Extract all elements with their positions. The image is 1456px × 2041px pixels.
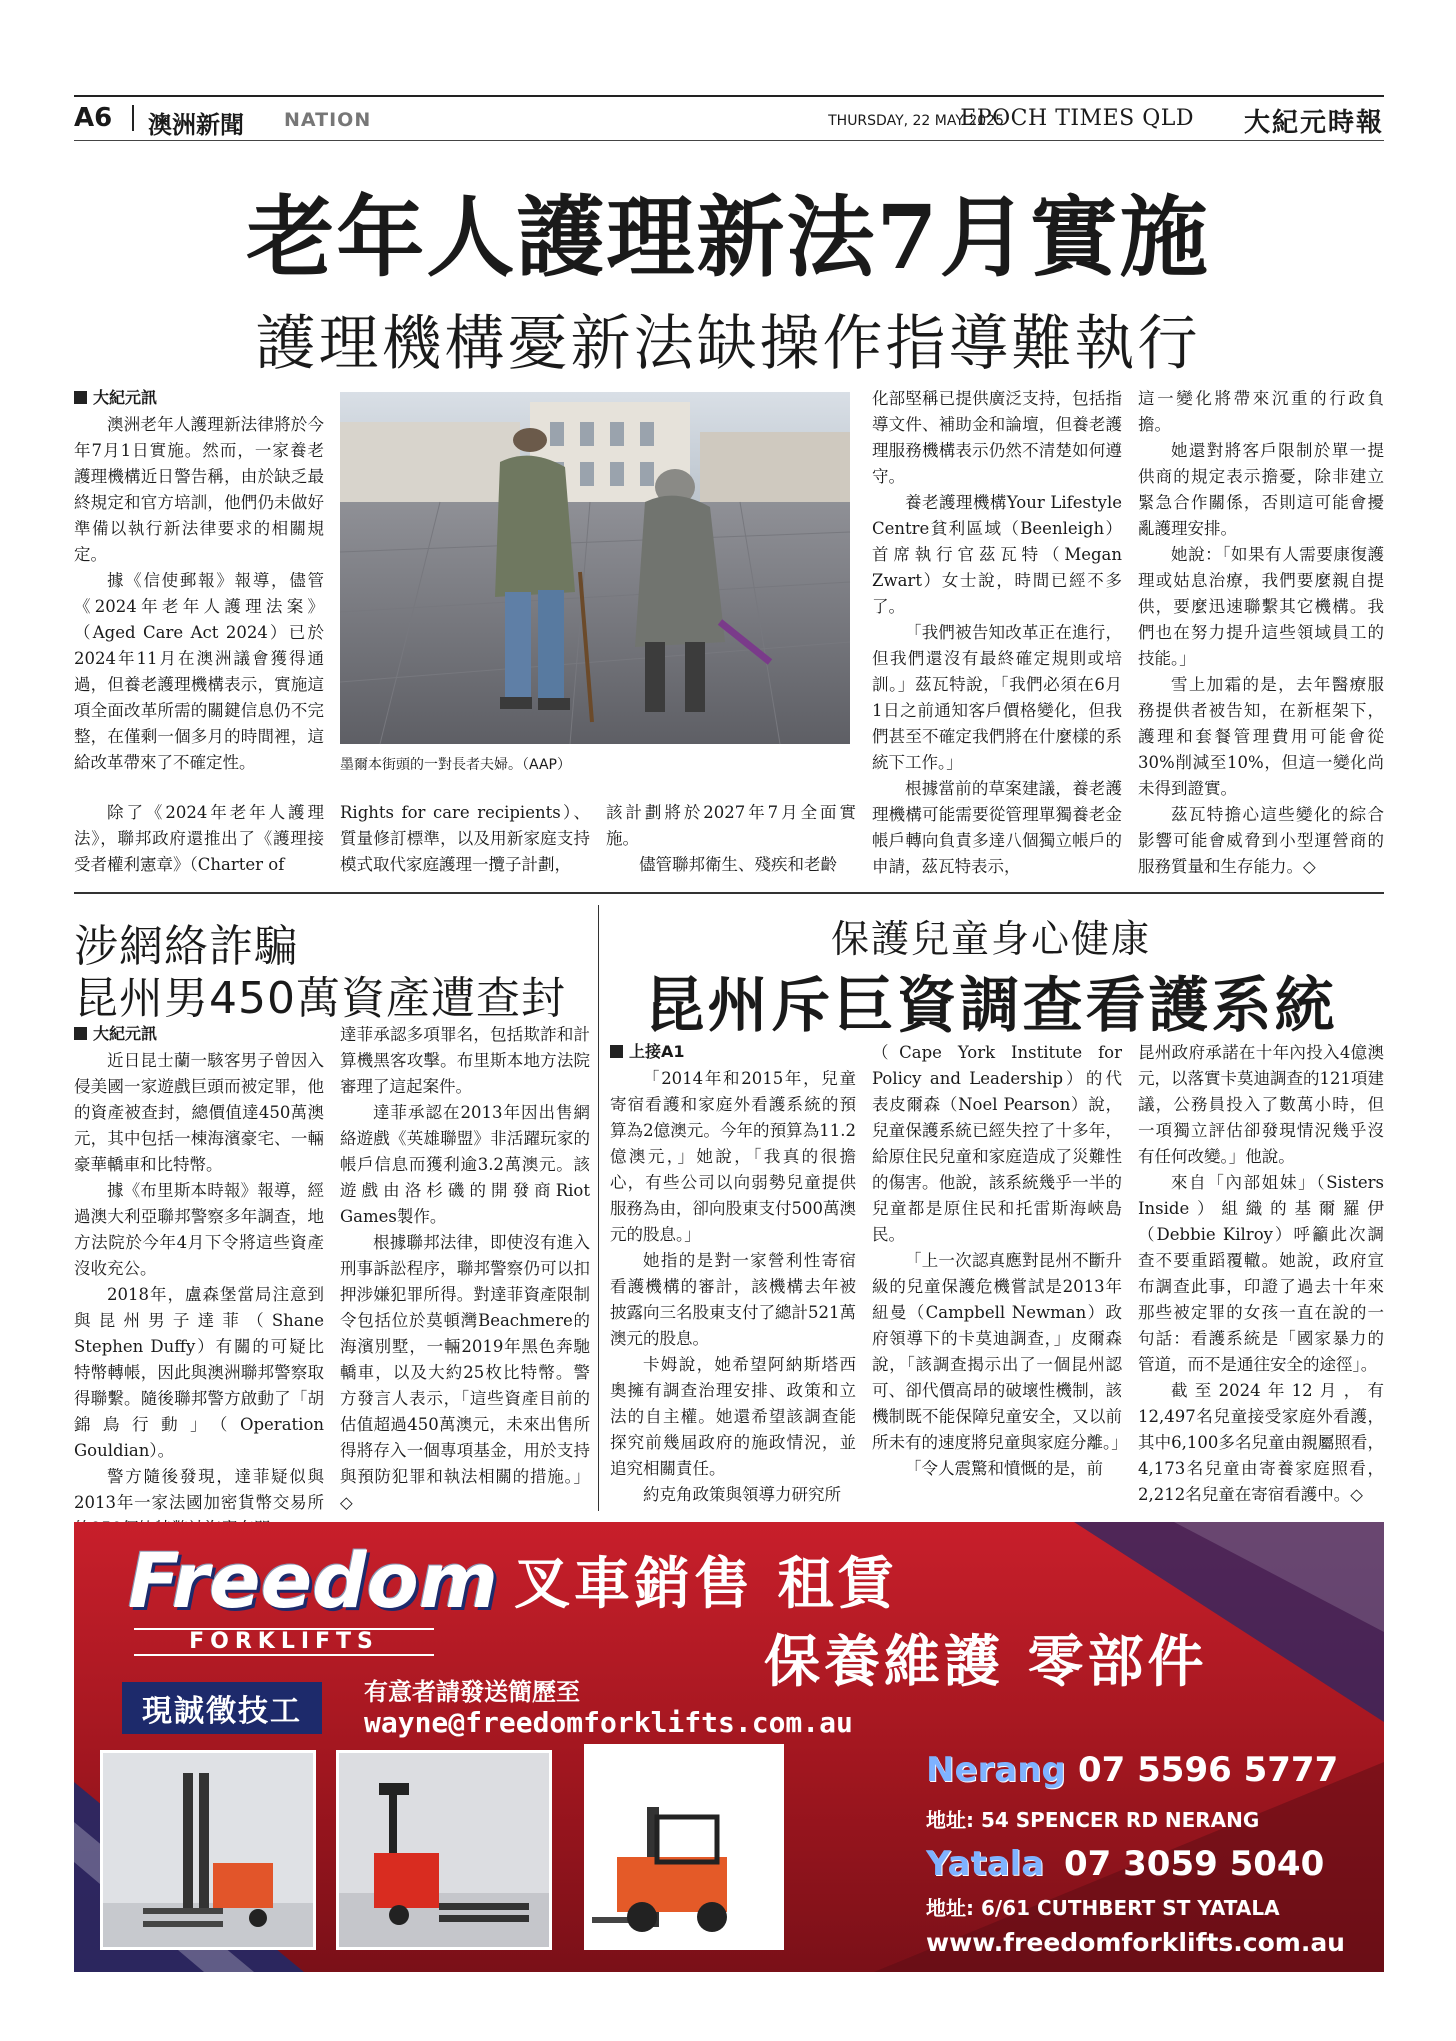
paragraph: 澳洲老年人護理新法律將於今年7月1日實施。然而，一家養老護理機構近日警告稱，由於缺乏最終規定和官方培訓，他們仍未做好準備以執行新法律要求的相關規定。: [74, 415, 324, 564]
paragraph: 約克角政策與領導力研究所: [643, 1485, 841, 1504]
resume-prompt: 有意者請發送簡歷至: [364, 1678, 580, 1706]
ad-headline-2: 保養維護 零部件: [764, 1630, 1208, 1695]
paper-name-en: EPOCH TIMES QLD: [960, 106, 1194, 131]
brand-logo: Freedom: [128, 1536, 498, 1625]
ad-headline-1: 叉車銷售 租賃: [514, 1552, 898, 1617]
paragraph: 昆州政府承諾在十年內投入4億澳元，以落實卡莫迪調查的121項建議，公務員投入了數萬小時，但一項獨立評估卻發現情況幾乎沒有任何改變。」他說。: [1138, 1043, 1384, 1166]
story2-title-line2: 昆州男450萬資產遭查封: [74, 973, 566, 1024]
paragraph: Rights for care recipients）、質量修訂標準，以及用新家庭支持模式取代家庭護理一攬子計劃，: [340, 803, 590, 874]
paragraph: 這一變化將帶來沉重的行政負擔。: [1138, 389, 1384, 434]
paragraph: （Cape York Institute for Policy and Leadership）的代表皮爾森（Noel Pearson）說，兒童保護系統已經失控了十多年，給原住民兒童和家庭造成了災難性的傷害。他說，該系統幾乎一半的兒童都是原住民和托雷斯海峽島民。: [872, 1043, 1122, 1244]
story3-title: 昆州斥巨資調查看護系統: [644, 971, 1338, 1041]
issue-date: THURSDAY, 22 MAY 2025: [828, 113, 1004, 129]
forklift-advertisement: [74, 1522, 1384, 1972]
paragraph: 養老護理機構Your Lifestyle Centre貧利區域（Beenleigh）首席執行官茲瓦特（Megan Zwart）女士說，時間已經不多了。: [872, 493, 1122, 616]
paragraph: 達菲承認在2013年因出售網絡遊戲《英雄聯盟》非活躍玩家的帳戶信息而獲利逾3.2萬澳元。該遊戲由洛杉磯的開發商Riot Games製作。: [340, 1103, 590, 1226]
story1-column-1-cont: [74, 800, 324, 880]
hiring-badge: 現誠徵技工: [122, 1682, 322, 1734]
section-divider: [74, 892, 1384, 894]
paragraph: 2018年，盧森堡當局注意到與昆州男子達菲（Shane Stephen Duffy）有關的可疑比特幣轉帳，因此與澳洲聯邦警察取得聯繫。隨後聯邦警方啟動了「胡錦鳥行動」（Operation Gouldian）。: [74, 1285, 324, 1460]
address-yatala: 地址: 6/61 CUTHBERT ST YATALA: [926, 1896, 1280, 1920]
square-icon: [610, 1045, 623, 1058]
paragraph: 根據當前的草案建議，養老護理機構可能需要從管理單獨養老金帳戶轉向負責多達八個獨立帳戶的申請，茲瓦特表示，: [872, 779, 1122, 876]
column-divider: [598, 905, 599, 1511]
paragraph: 她還對將客戶限制於單一提供商的規定表示擔憂，除非建立緊急合作關係，否則這可能會擾亂護理安排。: [1138, 441, 1384, 538]
phone-yatala[interactable]: 07 3059 5040: [1064, 1844, 1325, 1884]
story2-column-2: [340, 1022, 590, 1512]
paragraph: 據《布里斯本時報》報導，經過澳大利亞聯邦警察多年調查，地方法院於今年4月下令將這些資產沒收充公。: [74, 1181, 324, 1278]
story1-column-5: [1138, 386, 1384, 880]
paragraph: 來自「內部姐妹」（Sisters Inside）組織的基爾羅伊（Debbie Kilroy）呼籲此次調查不要重蹈覆轍。她說，政府宣布調查此事，印證了過去十年來那些被定罪的女孩一直在說的一句話：看護系統是「國家暴力的管道，而不是通往安全的途徑」。: [1138, 1173, 1384, 1374]
subheadline: 護理機構憂新法缺操作指導難執行: [255, 309, 1201, 379]
paper-logo: 大紀元時報: [1243, 108, 1384, 138]
square-icon: [74, 1027, 87, 1040]
brand-subtitle: FORKLIFTS: [134, 1628, 434, 1656]
news-photo: [340, 392, 850, 744]
story3-kicker: 保護兒童身心健康: [830, 917, 1151, 961]
paragraph: 達菲承認多項罪名，包括欺詐和計算機黑客攻擊。布里斯本地方法院審理了這起案件。: [340, 1025, 590, 1096]
byline: 上接A1: [610, 1040, 856, 1064]
paragraph: 「2014年和2015年，兒童寄宿看護和家庭外看護系統的預算為2億澳元。今年的預算為11.2億澳元，」她說，「我真的很擔心，有些公司以向弱勢兒童提供服務為由，卻向股東支付500萬澳元的股息。」: [610, 1069, 856, 1244]
forklift-photo-1: [100, 1750, 316, 1950]
story3-column-1: [610, 1040, 856, 1512]
paragraph: 茲瓦特擔心這些變化的綜合影響可能會威脅到小型運營商的服務質量和生存能力。◇: [1138, 805, 1384, 876]
story1-column-3: [606, 800, 856, 880]
paragraph: 「上一次認真應對昆州不斷升級的兒童保護危機嘗試是2013年紐曼（Campbell Newman）政府領導下的卡莫迪調查，」皮爾森說，「該調查揭示出了一個昆州認可、卻代價高昂的破壞性機制，該機制既不能保障兒童安全，又以前所未有的速度將兒童與家庭分離。」: [872, 1251, 1128, 1452]
paragraph: 化部堅稱已提供廣泛支持，包括指導文件、補助金和論壇，但養老護理服務機構表示仍然不清楚如何遵守。: [872, 389, 1122, 486]
story1-column-4: [872, 386, 1122, 880]
section-name-en: NATION: [284, 109, 372, 131]
masthead: [74, 95, 1384, 141]
paragraph: 「令人震驚和憤慨的是，前: [905, 1459, 1103, 1478]
paragraph: 警方隨後發現，達菲疑似與2013年一家法國加密貨幣交易所: [74, 1467, 324, 1512]
paragraph: 她指的是對一家營利性寄宿看護機構的審計，該機構去年被披露向三名股東支付了總計521萬澳元的股息。: [610, 1251, 856, 1348]
paragraph: 截至2024年12月，有12,497名兒童接受家庭外看護，其中6,100多名兒童由親屬照看，4,173名兒童由寄養家庭照看，2,212名兒童在寄宿看護中。◇: [1138, 1381, 1384, 1504]
website-link[interactable]: www.freedomforklifts.com.au: [926, 1928, 1345, 1957]
phone-nerang[interactable]: 07 5596 5777: [1078, 1750, 1339, 1790]
forklift-photo-2: [336, 1750, 552, 1950]
paragraph: 除了《2024年老年人護理法》，聯邦政府還推出了《護理接受者權利憲章》（Charter of: [74, 803, 324, 874]
paragraph: 卡姆說，她希望阿納斯塔西奧擁有調查治理安排、政策和立法的自主權。她還希望該調查能探究前幾屆政府的施政情況，並追究相關責任。: [610, 1355, 856, 1478]
byline: 大紀元訊: [74, 386, 324, 410]
story2-column-1: [74, 1022, 324, 1512]
story1-column-2: [340, 800, 590, 880]
paragraph: 近日昆士蘭一駭客男子曾因入侵美國一家遊戲巨頭而被定罪，他的資產被查封，總價值達450萬澳元，其中包括一棟海濱豪宅、一輛豪華轎車和比特幣。: [74, 1051, 324, 1174]
photo-caption: 墨爾本街頭的一對長者夫婦。（AAP）: [340, 757, 571, 773]
story3-column-2: [872, 1040, 1128, 1512]
story3-column-3: [1138, 1040, 1384, 1512]
address-nerang: 地址: 54 SPENCER RD NERANG: [926, 1808, 1260, 1832]
email-link[interactable]: wayne@freedomforklifts.com.au: [364, 1706, 853, 1739]
section-name: 澳洲新聞: [148, 111, 244, 139]
paragraph: 據《信使郵報》報導，儘管《2024年老年人護理法案》（Aged Care Act 2024）已於2024年11月在澳洲議會獲得通過，但養老護理機構表示，實施這項全面改革所需的關鍵信息仍不完整，在僅剩一個多月的時間裡，這給改革帶來了不確定性。: [74, 571, 324, 772]
square-icon: [74, 391, 87, 404]
page-title: 老年人護理新法7月實施: [246, 185, 1210, 289]
paragraph: 根據聯邦法律，即使沒有進入刑事訴訟程序，聯邦警察仍可以扣押涉嫌犯罪所得。對達菲資產限制令包括位於莫頓灣Beachmere的海濱別墅，一輛2019年黑色奔馳轎車，以及大約25枚比特幣。警方發言人表示，「這些資產目前的估值超過450萬澳元，未來出售所得將存入一個專項基金，用於支持與預防犯罪和執法相關的措施。」◇: [340, 1233, 590, 1512]
story2-title-line1: 涉網絡詐騙: [74, 921, 299, 972]
forklift-photo-3: [584, 1744, 784, 1950]
page-number: A6: [74, 103, 113, 133]
paragraph: 儘管聯邦衛生、殘疾和老齡: [639, 855, 837, 874]
divider: [132, 105, 134, 131]
paragraph: 雪上加霜的是，去年醫療服務提供者被告知，在新框架下，護理和套餐管理費用可能會從30%削減至10%，但這一變化尚未得到證實。: [1138, 675, 1384, 798]
paragraph: 她說：「如果有人需要康復護理或姑息治療，我們要麼親自提供，要麼迅速聯繫其它機構。我們也在努力提升這些領域員工的技能。」: [1138, 545, 1384, 668]
paragraph: 該計劃將於2027年7月全面實施。: [606, 803, 856, 848]
story1-column-1: [74, 386, 324, 806]
location-name-nerang: Nerang: [926, 1750, 1066, 1790]
paragraph: 「我們被告知改革正在進行，但我們還沒有最終確定規則或培訓。」茲瓦特說，「我們必須在6月1日之前通知客戶價格變化，但我們甚至不確定我們將在什麼樣的系統下工作。」: [872, 623, 1122, 772]
location-name-yatala: Yatala: [926, 1844, 1045, 1884]
byline: 大紀元訊: [74, 1022, 324, 1046]
